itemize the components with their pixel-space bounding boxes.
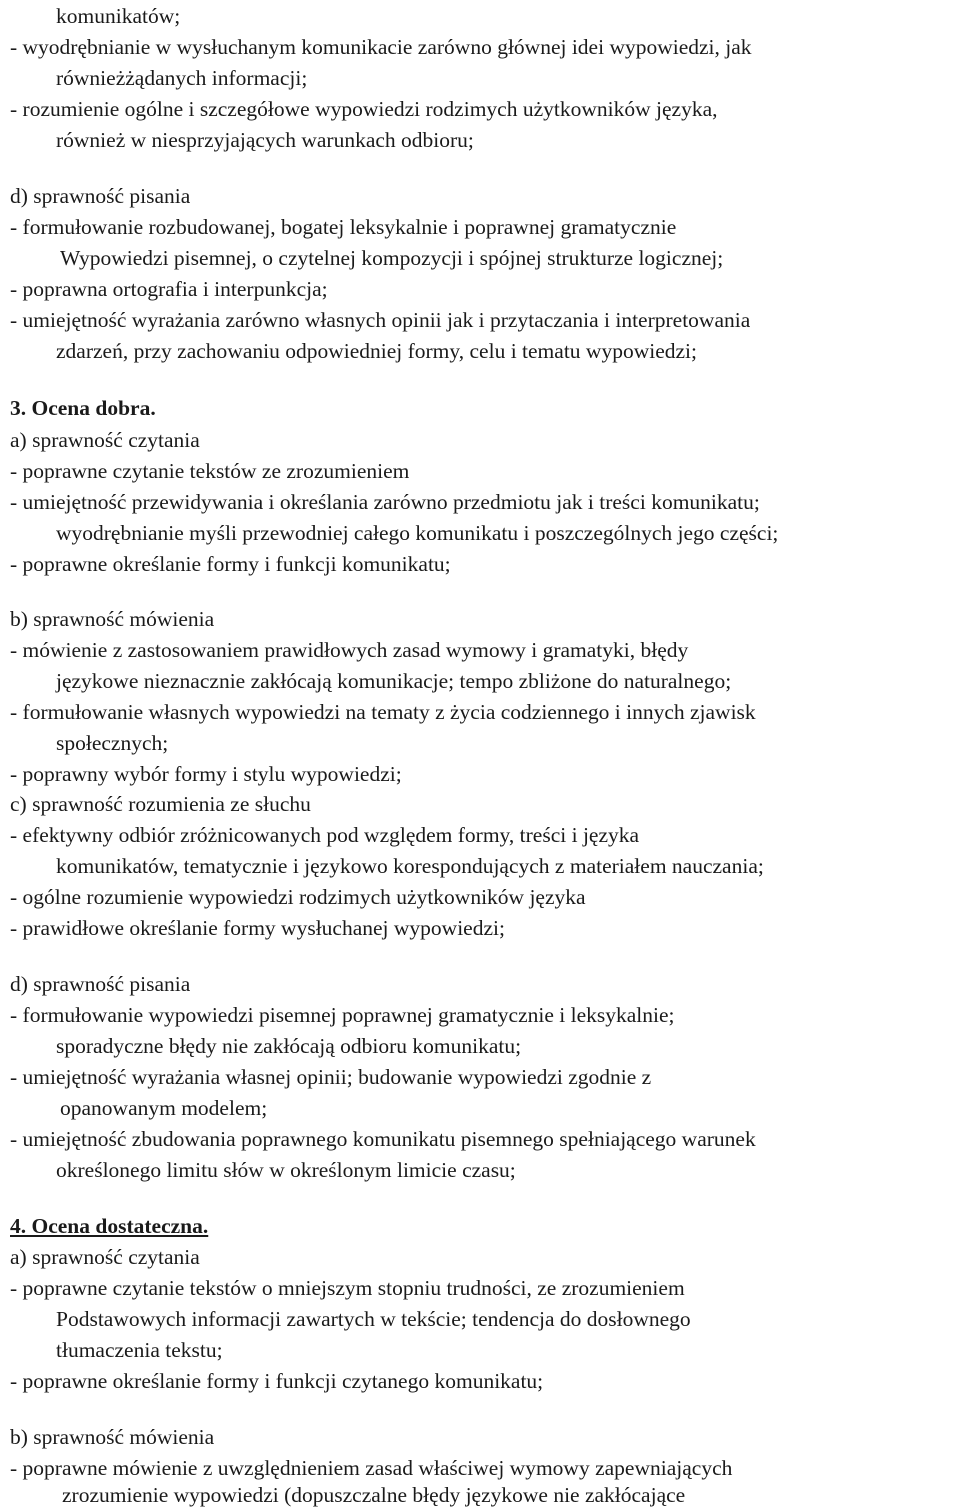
grade-heading: 3. Ocena dobra. (10, 396, 156, 420)
text-line: - formułowanie rozbudowanej, bogatej leksykalnie i poprawnej gramatycznie (10, 215, 677, 239)
text-line: zdarzeń, przy zachowaniu odpowiedniej formy, celu i tematu wypowiedzi; (56, 339, 697, 363)
text-line: równieżżądanych informacji; (56, 66, 308, 90)
text-line: Podstawowych informacji zawartych w tekście; tendencja do dosłownego (56, 1307, 691, 1331)
text-line: - poprawne czytanie tekstów o mniejszym stopniu trudności, ze zrozumieniem (10, 1276, 685, 1300)
text-line: komunikatów, tematycznie i językowo korespondujących z materiałem nauczania; (56, 854, 764, 878)
text-line: tłumaczenia tekstu; (56, 1338, 223, 1362)
text-line: językowe nieznacznie zakłócają komunikacje; tempo zbliżone do naturalnego; (56, 669, 732, 693)
text-line: - poprawne określanie formy i funkcji czytanego komunikatu; (10, 1369, 544, 1393)
text-line: wyodrębnianie myśli przewodniej całego komunikatu i poszczególnych jego części; (56, 521, 779, 545)
section-label: b) sprawność mówienia (10, 1425, 215, 1449)
section-label: d) sprawność pisania (10, 184, 191, 208)
text-line: - poprawne określanie formy i funkcji komunikatu; (10, 552, 451, 576)
text-line: - formułowanie wypowiedzi pisemnej poprawnej gramatycznie i leksykalnie; (10, 1003, 675, 1027)
text-line: sporadyczne błędy nie zakłócają odbioru komunikatu; (56, 1034, 522, 1058)
text-line: - umiejętność wyrażania zarówno własnych opinii jak i przytaczania i interpretowania (10, 308, 751, 332)
section-label: c) sprawność rozumienia ze słuchu (10, 792, 311, 816)
section-label: b) sprawność mówienia (10, 607, 215, 631)
text-line: Wypowiedzi pisemnej, o czytelnej kompozycji i spójnej strukturze logicznej; (60, 246, 724, 270)
text-line: również w niesprzyjających warunkach odbioru; (56, 128, 474, 152)
text-line: - ogólne rozumienie wypowiedzi rodzimych użytkowników języka (10, 885, 586, 909)
text-line: - wyodrębnianie w wysłuchanym komunikacie zarówno głównej idei wypowiedzi, jak (10, 35, 752, 59)
text-line: określonego limitu słów w określonym limicie czasu; (56, 1158, 516, 1182)
section-label: a) sprawność czytania (10, 1245, 200, 1269)
text-line: - rozumienie ogólne i szczegółowe wypowiedzi rodzimych użytkowników języka, (10, 97, 718, 121)
grade-heading: 4. Ocena dostateczna. (10, 1214, 209, 1238)
text-line: komunikatów; (56, 4, 181, 28)
text-line: społecznych; (56, 731, 169, 755)
text-line: - poprawne mówienie z uwzględnieniem zasad właściwej wymowy zapewniających (10, 1456, 733, 1480)
text-line: - poprawne czytanie tekstów ze zrozumieniem (10, 459, 410, 483)
text-line: - poprawny wybór formy i stylu wypowiedzi; (10, 762, 402, 786)
text-line: opanowanym modelem; (60, 1096, 268, 1120)
section-label: a) sprawność czytania (10, 428, 200, 452)
text-line: - mówienie z zastosowaniem prawidłowych zasad wymowy i gramatyki, błędy (10, 638, 689, 662)
text-line: - poprawna ortografia i interpunkcja; (10, 277, 328, 301)
text-line: - efektywny odbiór zróżnicowanych pod względem formy, treści i języka (10, 823, 640, 847)
text-line: - umiejętność wyrażania własnej opinii; budowanie wypowiedzi zgodnie z (10, 1065, 652, 1089)
text-line: - umiejętność zbudowania poprawnego komunikatu pisemnego spełniającego warunek (10, 1127, 756, 1151)
section-label: d) sprawność pisania (10, 972, 191, 996)
text-line: zrozumienie wypowiedzi (dopuszczalne błędy językowe nie zakłócające (62, 1483, 686, 1507)
text-line: - umiejętność przewidywania i określania zarówno przedmiotu jak i treści komunikatu; (10, 490, 760, 514)
text-line: - formułowanie własnych wypowiedzi na tematy z życia codziennego i innych zjawisk (10, 700, 756, 724)
text-line: - prawidłowe określanie formy wysłuchanej wypowiedzi; (10, 916, 505, 940)
